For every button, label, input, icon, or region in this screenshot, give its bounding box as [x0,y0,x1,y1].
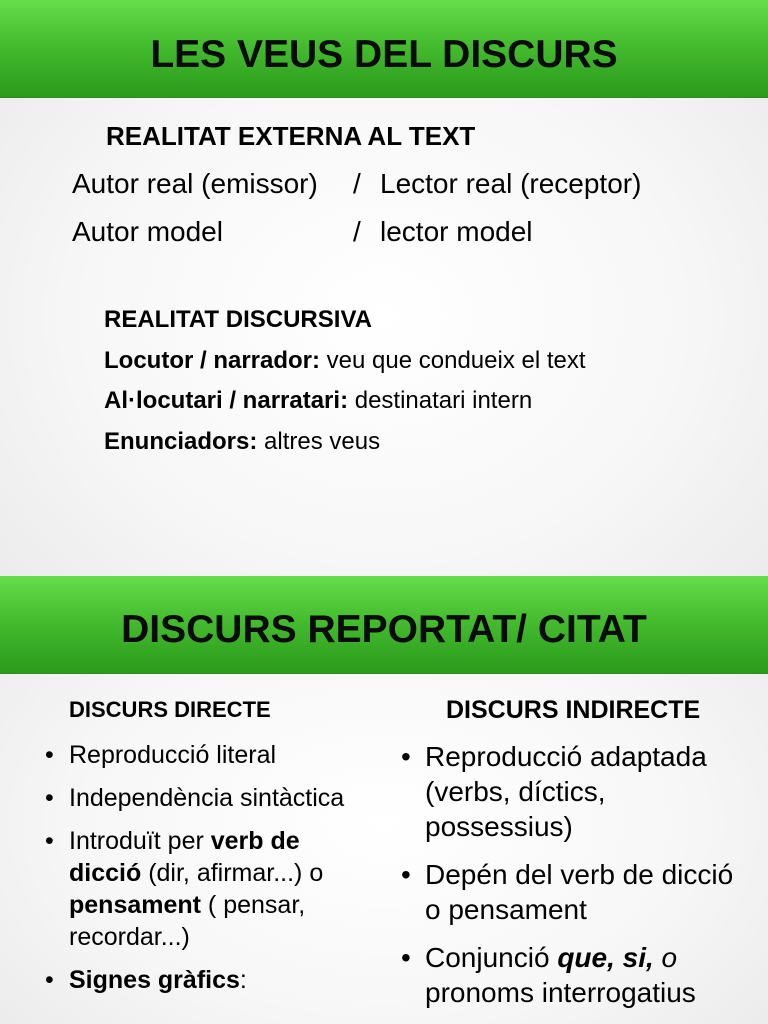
indirect-speech-heading: DISCURS INDIRECTE [446,696,701,724]
discursive-desc: altres veus [257,428,381,455]
list-item-text: (dir, afirmar...) o [141,859,324,887]
external-reality-heading: REALITAT EXTERNA AL TEXT [106,121,476,151]
real-reader-text: Lector real (receptor) [380,168,642,199]
discursive-item [104,387,532,415]
bullet-icon: • [45,966,54,994]
slide-discurs-reportat [0,576,768,1024]
model-reader-text: lector model [380,216,533,247]
discursive-term: Al·locutari / narratari: [104,387,349,414]
bullet-icon: • [45,827,54,855]
discursive-reality-heading: REALITAT DISCURSIVA [104,306,372,333]
bullet-icon: • [401,942,411,973]
discursive-term: Enunciadors: [104,428,258,455]
bullet-icon: • [401,741,411,772]
list-item [45,782,375,814]
list-item [45,825,375,953]
slide-title: DISCURS REPORTAT/ CITAT [121,608,647,651]
bullet-icon: • [401,859,411,890]
list-item [401,940,741,1010]
slide-title: LES VEUS DEL DISCURS [150,33,618,76]
list-item-bold: verb de dicció [69,827,300,887]
list-item-bold: Signes gràfics [69,966,240,994]
separator-slash: / [353,168,361,199]
list-item-bold: pensament [69,891,201,919]
list-item-text: ( pensar, recordar...) [69,891,306,951]
list-item-text: pronoms interrogatius [425,977,696,1008]
list-item-text: Introduït per [69,827,211,855]
list-item-text: Reproducció literal [69,741,277,769]
direct-speech-list [45,739,375,1007]
discursive-term: Locutor / narrador: [104,347,321,374]
list-item-text: Independència sintàctica [69,784,345,812]
list-item [45,964,375,996]
bullet-icon: • [45,784,54,812]
list-item-text: : [239,966,247,994]
discursive-item [104,428,380,456]
discursive-desc: destinatari intern [348,387,533,414]
indirect-speech-list [401,739,741,1023]
list-item [45,739,375,771]
list-item-text: Conjunció [425,942,558,973]
list-item [401,857,741,927]
real-author-text: Autor real (emissor) [72,168,318,199]
list-item [401,739,741,844]
separator-slash: / [353,216,361,247]
model-author-text: Autor model [72,216,223,247]
discursive-item [104,347,586,375]
list-item-text: Depén del verb de dicció o pensament [425,859,734,925]
list-item-text: Reproducció adaptada (verbs, díctics, possessius) [425,741,707,842]
direct-speech-heading: DISCURS DIRECTE [69,697,271,722]
list-item-bold-italic: que, si, [557,942,654,973]
discursive-desc: veu que condueix el text [320,347,586,374]
list-item-italic: o [653,942,678,973]
bullet-icon: • [45,741,54,769]
